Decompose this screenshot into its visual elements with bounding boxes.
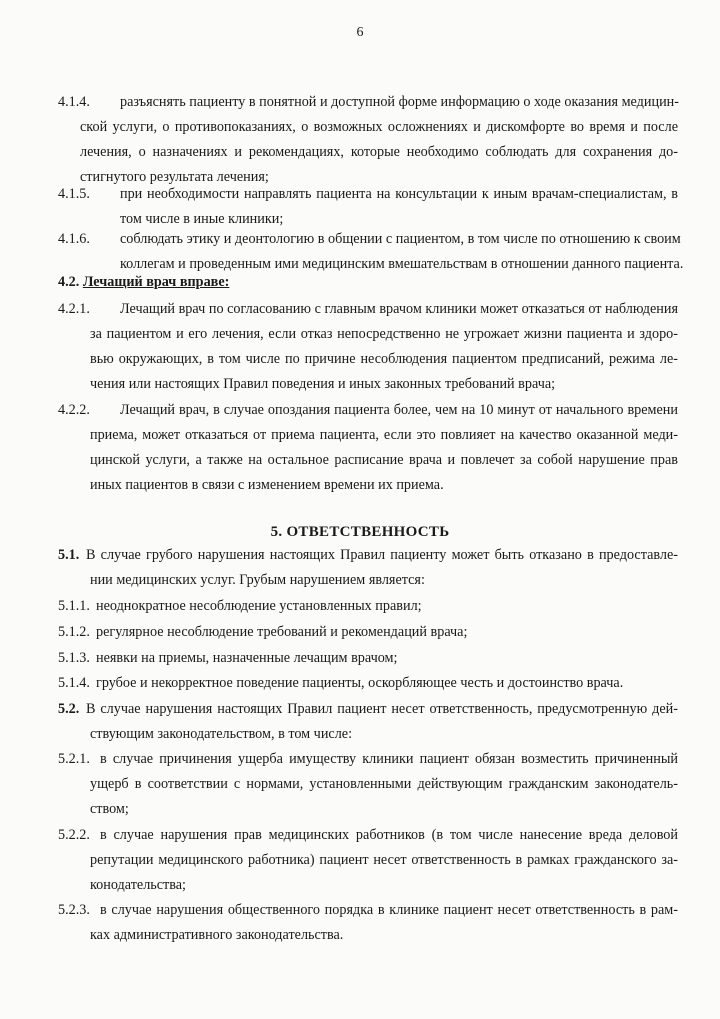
- clause-line: нии медицинских услуг. Грубым нарушением является:: [90, 572, 425, 588]
- clause-line: за пациентом и его лечения, если отказ непосредственно не угрожает жизни пациента и здоро-: [90, 326, 678, 342]
- clause-line: стигнутого результата лечения;: [80, 169, 269, 185]
- clause-line: ках административного законодательства.: [90, 927, 344, 943]
- clause-line: неявки на приемы, назначенные лечащим врачом;: [96, 650, 398, 666]
- clause-line: ством;: [90, 801, 129, 817]
- clause-5-2-1: [58, 747, 678, 822]
- clause-line: иных пациентов в связи с изменением времени их приема.: [90, 477, 444, 493]
- clause-line: вью окружающих, в том числе по причине несоблюдения пациентом предписаний, режима ле-: [90, 351, 678, 367]
- clause-line: Лечащий врач, в случае опоздания пациента более, чем на 10 минут от начального времени: [120, 402, 678, 418]
- clause-number: 5.1.3.: [58, 650, 90, 666]
- clause-number: 4.2.1.: [58, 301, 90, 317]
- clause-4-1-5: [58, 182, 678, 232]
- clause-number: 4.1.4.: [58, 94, 90, 110]
- clause-number: 5.1.: [58, 547, 80, 563]
- clause-5-1-1: [58, 594, 678, 619]
- clause-5-1-4: [58, 671, 678, 696]
- clause-5-2-2: [58, 823, 678, 898]
- clause-5-1-3: [58, 646, 678, 671]
- clause-number: 5.2.2.: [58, 827, 90, 843]
- clause-line: репутации медицинского работника) пациент несет ответственность в рамках гражданского за-: [90, 852, 678, 868]
- clause-line: при необходимости направлять пациента на консультации к иным врачам-специалистам, в: [120, 186, 678, 202]
- clause-number: 5.2.: [58, 701, 80, 717]
- clause-line: В случае грубого нарушения настоящих Правил пациенту может быть отказано в предоставле-: [86, 547, 678, 563]
- subsection-4-2-heading: [58, 270, 229, 295]
- clause-line: том числе в иные клиники;: [120, 211, 284, 227]
- clause-number: 5.1.1.: [58, 598, 90, 614]
- clause-number: 5.1.4.: [58, 675, 90, 691]
- clause-line: лечения, о назначениях и рекомендациях, которые необходимо соблюдать для сохранения до-: [80, 144, 678, 160]
- clause-line: регулярное несоблюдение требований и рекомендаций врача;: [96, 624, 468, 640]
- clause-number: 4.2.2.: [58, 402, 90, 418]
- clause-number: 4.1.5.: [58, 186, 90, 202]
- page-number: 6: [356, 25, 364, 40]
- clause-4-1-4: [58, 90, 678, 190]
- clause-line: конодательства;: [90, 877, 186, 893]
- clause-line: ствующим законодательством, в том числе:: [90, 726, 353, 742]
- clause-4-2-2: [58, 398, 678, 498]
- clause-number: 5.2.1.: [58, 751, 90, 767]
- clause-line: ущерб в соответствии с нормами, установленными действующим гражданским законодатель-: [90, 776, 678, 792]
- clause-5-2: [58, 697, 678, 747]
- clause-5-2-3: [58, 898, 678, 948]
- clause-line: в случае нарушения прав медицинских работников (в том числе нанесение вреда деловой: [100, 827, 678, 843]
- clause-line: грубое и некорректное поведение пациенты, оскорбляющее честь и достоинство врача.: [96, 675, 624, 691]
- clause-line: Лечащий врач по согласованию с главным врачом клиники может отказаться от наблюдения: [120, 301, 678, 317]
- clause-line: приема, может отказаться от приема пациента, если это повлияет на качество оказанной меди-: [90, 427, 678, 443]
- clause-line: в случае причинения ущерба имуществу клиники пациент обязан возместить причиненный: [100, 751, 678, 767]
- clause-line: в случае нарушения общественного порядка в клинике пациент несет ответственность в рам-: [100, 902, 678, 918]
- clause-line: ской услуги, о противопоказаниях, о возможных осложнениях и дискомфорте во время и после: [80, 119, 678, 135]
- section-5-heading: 5. ОТВЕТСТВЕННОСТЬ: [270, 524, 450, 540]
- subsection-title: Лечащий врач вправе:: [82, 274, 230, 290]
- clause-line: коллегам и проведенным ими медицинским вмешательствам в отношении данного пациента.: [120, 256, 684, 272]
- clause-number: 5.2.3.: [58, 902, 90, 918]
- clause-number: 5.1.2.: [58, 624, 90, 640]
- clause-line: цинской услуги, а также на остальное расписание врача и повлечет за собой нарушение прав: [90, 452, 678, 468]
- clause-number: 4.2.: [58, 274, 80, 290]
- clause-5-1: [58, 543, 678, 593]
- clause-line: чения или настоящих Правил поведения и иных законных требований врача;: [90, 376, 556, 392]
- clause-line: В случае нарушения настоящих Правил пациент несет ответственность, предусмотренную дей-: [86, 701, 678, 717]
- clause-line: неоднократное несоблюдение установленных правил;: [96, 598, 422, 614]
- clause-line: соблюдать этику и деонтологию в общении с пациентом, в том числе по отношению к своим: [120, 231, 681, 247]
- clause-5-1-2: [58, 620, 678, 645]
- clause-4-2-1: [58, 297, 678, 397]
- clause-number: 4.1.6.: [58, 231, 90, 247]
- clause-line: разъяснять пациенту в понятной и доступной форме информацию о ходе оказания медицин-: [120, 94, 679, 110]
